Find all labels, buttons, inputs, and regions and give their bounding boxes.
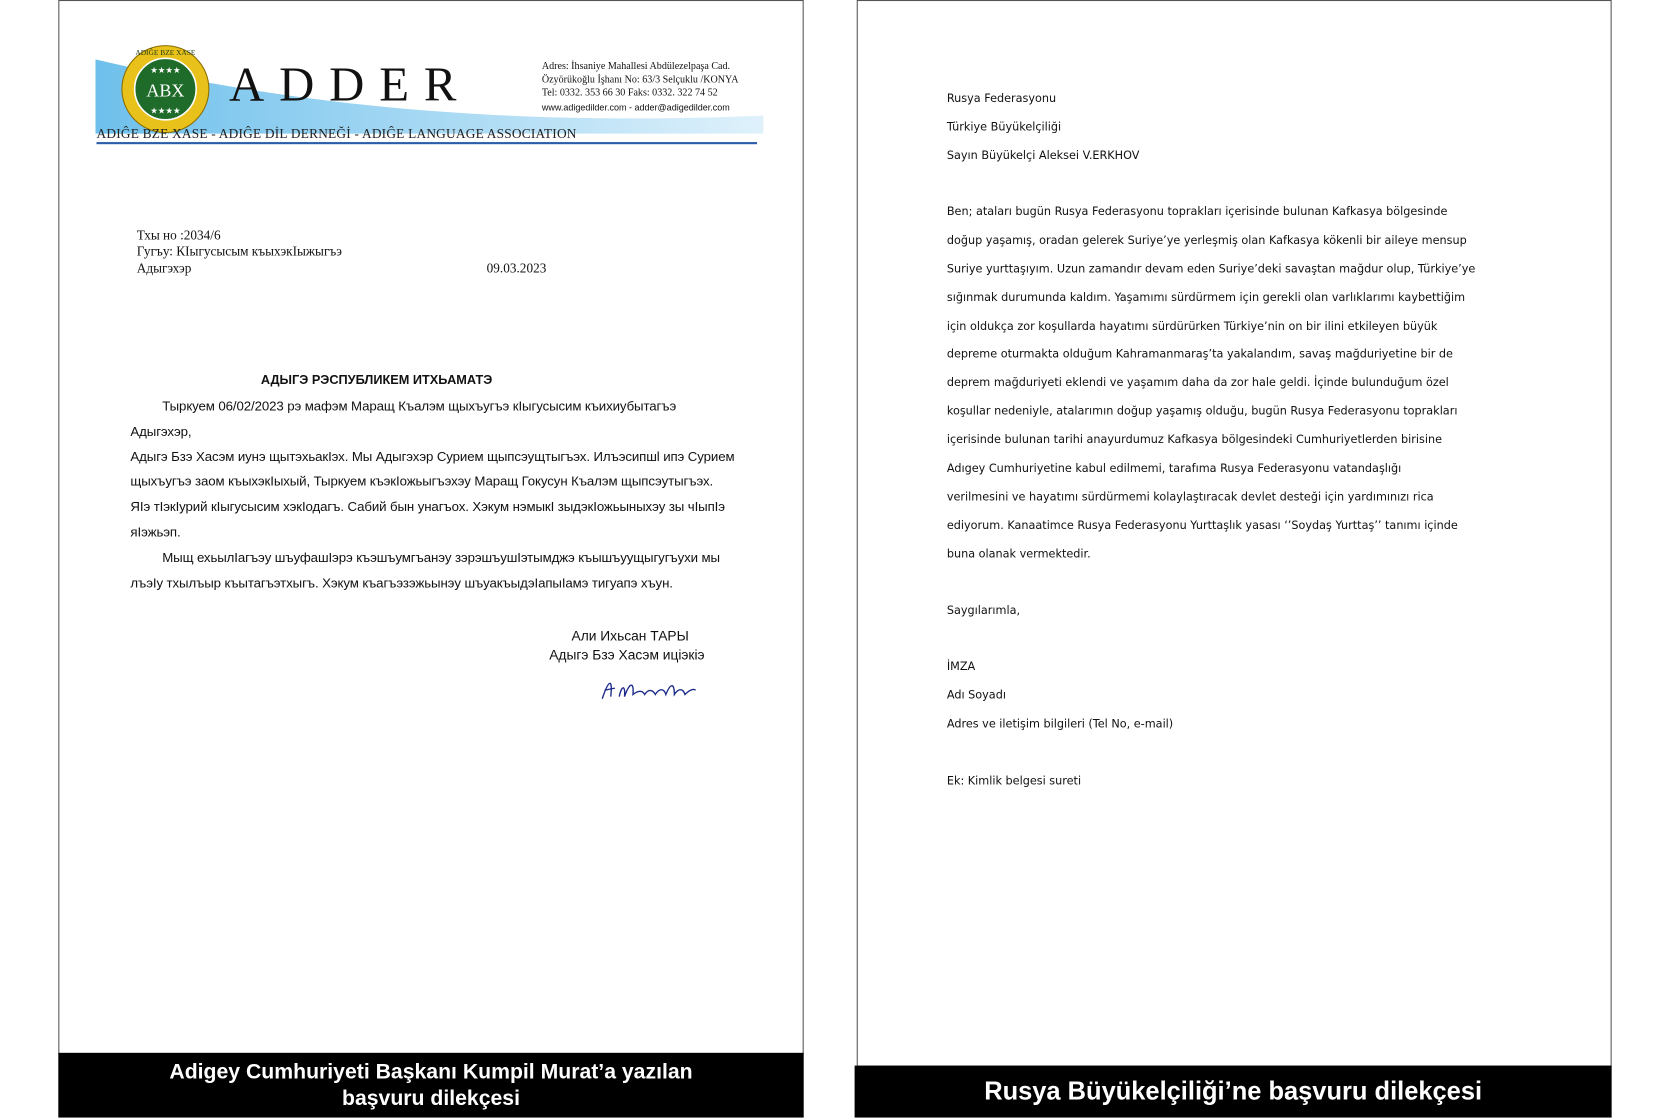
body-line: Мыщ ехьылIагъэу шъуфашIэрэ къэшъумгъанэу зэрэшъушIэтымджэ къышъуущыгугъухи мы: [162, 550, 720, 566]
right-document-page: [857, 0, 1612, 1067]
contact-field: Adres ve iletişim bilgileri (Tel No, e-mail): [946, 717, 1174, 731]
address-line: Adres: İhsaniye Mahallesi Abdülezelpaşa Cad.: [541, 61, 731, 73]
name-field: Adı Soyadı: [946, 689, 1006, 702]
body-line: щыхъугъэ заом къыхэкIыхый, Тыркуем къэкIожьыгъэхэу Маращ Гокусун Къалэм щыпсэутыгъэх.: [130, 473, 714, 489]
brand-name: ADDER: [229, 57, 472, 112]
seal-center-text: ABX: [146, 80, 185, 101]
signer-title: Адыгэ Бзэ Хасэм иціэкіэ: [549, 646, 705, 663]
svg-text:★★★★: ★★★★: [150, 65, 181, 76]
signature-field: İMZA: [946, 660, 976, 674]
closing-line: Saygılarımla,: [946, 604, 1021, 618]
body-line: ediyorum. Kanaatimce Rusya Federasyonu Yurttaşlık yasası ‘’Soydaş Yurttaş’’ tanımı içinde: [946, 519, 1458, 533]
adder-seal-logo: [120, 43, 211, 134]
body-line: лъэIу тхылъыр къытагъэтхыгъ. Хэкум къагъэзэжьынэу шъуакъыдэIапыIамэ тигуапэ хъун.: [130, 575, 673, 591]
body-line: Адыгэ Бзэ Хасэм иунэ щытэхьакIэх. Мы Адыгэхэр Сурием щыпсэущтыгъэх. Илъэсипшl ипэ Сурием: [130, 449, 735, 465]
body-line: koşullar nedeniyle, atalarımın doğup yaşamış olduğu, bugün Rusya Federasyonu toprakları: [946, 405, 1458, 419]
body-line: ЯIэ тIэкIурий кIыгусысим хэкIодагъ. Сабий бын унагъох. Хэкум нэмыкI зыдэкIожьыныхэу зы чIыпIэ: [130, 499, 725, 515]
phone-line: Tel: 0332. 353 66 30 Faks: 0332. 322 74 52: [541, 88, 718, 99]
body-line: içerisinde bulunan tarihi anayurdumuz Kafkasya bölgesindeki Cumhuriyetlerden birisine: [946, 433, 1443, 447]
left-document-caption: [58, 1053, 803, 1118]
body-line: Адыгэхэр,: [130, 424, 192, 439]
body-line: depreme oturmakta olduğum Kahramanmaraş’ta yakalandım, savaş mağduriyetine bir de: [946, 348, 1453, 361]
reference-number: Тхы но :2034/6: [136, 227, 221, 243]
subject-line: Гугъу: КIыгусысым къыхэкIыжыгъэ: [136, 243, 342, 259]
body-line: deprem mağduriyeti eklendi ve yaşamım daha da zor hale geldi. İçinde bulunduğum özel: [946, 376, 1449, 390]
body-line: doğup yaşamış, oradan gelerek Suriye’ye yerleşmiş olan Kafkasya kökenli bir aileye mensup: [946, 234, 1467, 247]
recipient-line: Türkiye Büyükelçiliği: [946, 120, 1062, 134]
body-line: verilmesini ve hayatımı sürdürmemi kolaylaştıracak devlet desteği için yardımınızı rica: [946, 490, 1434, 504]
body-line: sığınmak durumunda kaldım. Yaşamımı sürdürmem için gerekli olan varlıklarımı kaybettiğim: [946, 291, 1466, 304]
caption-line: Adigey Cumhuriyeti Başkanı Kumpil Murat’a yazılan: [169, 1059, 693, 1084]
left-document-page: [58, 0, 803, 1054]
caption-line: başvuru dilekçesi: [342, 1086, 521, 1110]
signer-name: Али Ихьсан ТАРЫ: [571, 627, 689, 644]
body-line: Тыркуем 06/02/2023 рэ мафэм Маращ Къалэм щыхъугъэ кIыгусысим къихиубытагъэ: [162, 398, 677, 414]
body-line: buna olanak vermektedir.: [946, 547, 1091, 561]
address-block: [542, 60, 739, 113]
recipient-line: Rusya Federasyonu: [946, 92, 1057, 105]
association-tagline: ADIĜE BZE XASE - ADIĜE DİL DERNEĞİ - ADIĜE LANGUAGE ASSOCIATION: [96, 126, 757, 144]
recipient-line: Sayın Büyükelçi Aleksei V.ERKHOV: [946, 149, 1140, 163]
place-line: Адыгэхэр: [136, 260, 192, 276]
body-line: яIэжьэп.: [130, 524, 181, 540]
body-line: Suriye yurttaşıyım. Uzun zamandır devam eden Suriye’deki savaştan mağdur olup, Türkiye’ye: [946, 262, 1476, 276]
body-line: Ben; ataları bugün Rusya Federasyonu toprakları içerisinde bulunan Kafkasya bölgesinde: [946, 205, 1448, 219]
attachment-line: Ek: Kimlik belgesi sureti: [946, 775, 1082, 788]
svg-text:★★★★: ★★★★: [150, 105, 181, 116]
body-line: için oldukça zor koşullarda hayatımı sürdürürken Türkiye’nin on bir ilini etkileyen büyük: [946, 319, 1438, 333]
caption-line: Rusya Büyükelçiliği’ne başvuru dilekçesi: [984, 1077, 1483, 1106]
letter-date: 09.03.2023: [486, 260, 547, 276]
seal-top-text: ADIĜE BZE XASE: [135, 48, 196, 58]
petition-body: [947, 206, 1475, 577]
address-line: Özyörükoğlu İşhanı No: 63/3 Selçuklu /KONYA: [541, 74, 739, 86]
body-line: Adıgey Cumhuriyetine kabul edilmemi, tarafıma Rusya Federasyonu vatandaşlığı: [946, 462, 1402, 476]
right-document-caption: [855, 1066, 1612, 1118]
handwritten-signature: [598, 675, 700, 705]
web-email-line: www.adigedilder.com - adder@adigedilder.com: [541, 101, 730, 112]
letter-title: АДЫГЭ РЭСПУБЛИКЕМ ИТХЬАМАТЭ: [260, 372, 493, 388]
